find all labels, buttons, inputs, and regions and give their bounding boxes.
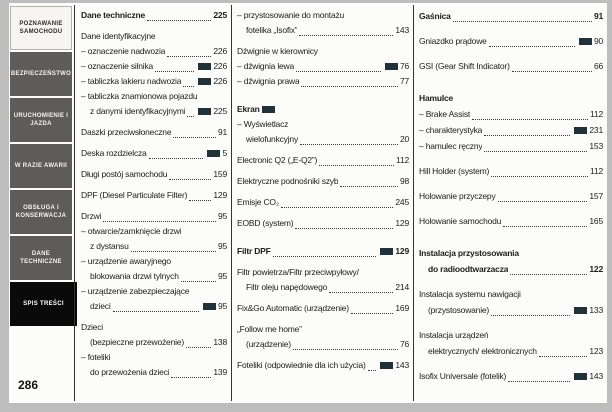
- index-column-1: [81, 8, 227, 380]
- index-entry: [81, 224, 227, 239]
- index-entry-page-number: 129: [213, 190, 227, 200]
- index-entry-text: – urządzenie awaryjnego: [81, 256, 171, 266]
- dot-leader: [301, 86, 397, 87]
- index-entry-text: – dźwignia prawa: [237, 76, 300, 86]
- index-entry: [419, 213, 603, 229]
- dot-leader: [171, 377, 211, 378]
- index-entry-text: Hamulce: [419, 93, 454, 103]
- index-entry-page-number: 225: [213, 10, 227, 20]
- index-entry-page-number: 112: [590, 166, 603, 176]
- index-entry: [237, 59, 409, 74]
- index-entry-text: Deska rozdzielcza: [81, 148, 147, 158]
- index-entry-text: Dźwignie w kierownicy: [237, 46, 318, 56]
- index-entry-page-number: 143: [589, 371, 603, 381]
- highlight-mark: [574, 373, 587, 380]
- dot-leader: [149, 158, 204, 159]
- index-entry: [81, 29, 227, 44]
- sidebar-tab-label: POZNAWANIE SAMOCHODU: [19, 21, 63, 35]
- dot-leader: [103, 221, 216, 222]
- index-entry-text: Electronic Q2 („E-Q2”): [237, 155, 318, 165]
- index-entry-text: blokowania drzwi tylnych: [90, 271, 179, 281]
- index-entry: [419, 33, 603, 49]
- index-entry-text: DPF (Diesel Particulate Filter): [81, 190, 188, 200]
- index-entry-text: Długi postój samochodu: [81, 169, 168, 179]
- index-entry-page-number: 76: [399, 61, 409, 71]
- index-entry: [237, 195, 409, 210]
- dot-leader: [368, 370, 377, 371]
- dot-leader: [508, 381, 570, 382]
- sidebar-divider: [74, 5, 75, 401]
- index-entry: [237, 44, 409, 59]
- dot-leader: [510, 274, 587, 275]
- dot-leader: [512, 71, 592, 72]
- sidebar-tab-label: DANE TECHNICZNE: [20, 251, 62, 265]
- index-entry-text: GSI (Gear Shift Indicator): [419, 61, 510, 71]
- index-entry-page-number: 157: [589, 191, 603, 201]
- dot-leader: [498, 201, 588, 202]
- dot-leader: [484, 151, 587, 152]
- dot-leader: [296, 71, 381, 72]
- index-entry-text: do przewożenia dzieci: [90, 367, 170, 377]
- index-entry-page-number: 153: [589, 141, 603, 151]
- index-entry-text: wielofunkcyjny: [246, 134, 299, 144]
- dot-leader: [319, 165, 394, 166]
- index-entry-page-number: 66: [593, 61, 603, 71]
- dot-leader: [491, 176, 588, 177]
- index-entry-page-number: 129: [395, 218, 409, 228]
- index-entry: [237, 322, 409, 337]
- index-entry-page-number: 91: [593, 11, 603, 21]
- sidebar-tab-7: [10, 282, 77, 326]
- index-entry-text: Daszki przeciwsłoneczne: [81, 127, 172, 137]
- index-entry-text: – tabliczka znamionowa pojazdu: [81, 91, 198, 101]
- highlight-mark: [574, 307, 587, 314]
- highlight-mark: [380, 248, 393, 255]
- dot-leader: [155, 71, 194, 72]
- index-entry-text: EOBD (system): [237, 218, 294, 228]
- sidebar-tab-1: [10, 6, 72, 50]
- index-entry: [419, 188, 603, 204]
- index-entry-text: – Brake Assist: [419, 109, 471, 119]
- index-entry-page-number: 226: [213, 76, 227, 86]
- index-entry-page-number: 122: [589, 264, 603, 274]
- sidebar-tabs: [10, 6, 72, 328]
- index-entry-page-number: 76: [399, 339, 409, 349]
- index-entry: [419, 90, 603, 106]
- index-entry: [419, 138, 603, 154]
- index-entry: [81, 254, 227, 269]
- index-entry: [237, 153, 409, 168]
- index-entry-text: Filtr DPF: [237, 246, 271, 256]
- index-entry-text: – oznaczenie silnika: [81, 61, 154, 71]
- index-entry: [81, 146, 227, 161]
- index-entry-text: – urządzenie zabezpieczające: [81, 286, 190, 296]
- dot-leader: [489, 46, 575, 47]
- index-entry: [237, 8, 409, 23]
- index-entry-text: Ekran: [237, 104, 260, 114]
- highlight-mark: [198, 63, 211, 70]
- index-entry: [81, 335, 227, 350]
- index-entry: [419, 8, 603, 24]
- index-entry: [81, 8, 227, 23]
- index-entry-text: Filtr powietrza/Filtr przeciwpyłowy/: [237, 267, 359, 277]
- index-entry: [81, 167, 227, 182]
- dot-leader: [186, 347, 211, 348]
- index-entry-text: Dzieci: [81, 322, 103, 332]
- sidebar-tab-label: SPIS TREŚCI: [23, 301, 64, 307]
- dot-leader: [484, 135, 570, 136]
- index-entry-page-number: 90: [593, 36, 603, 46]
- index-entry-text: z dystansu: [90, 241, 129, 251]
- index-entry: [81, 74, 227, 89]
- index-column-3: [419, 8, 603, 384]
- index-entry: [81, 59, 227, 74]
- sidebar-tab-6: [10, 236, 72, 280]
- index-entry: [419, 286, 603, 302]
- index-entry-page-number: 112: [590, 109, 603, 119]
- highlight-mark: [262, 106, 275, 113]
- index-entry-page-number: 159: [213, 169, 227, 179]
- index-entry: [237, 301, 409, 316]
- index-entry-text: Isofix Universale (fotelik): [419, 371, 507, 381]
- index-entry-page-number: 143: [395, 25, 409, 35]
- index-entry: [81, 44, 227, 59]
- dot-leader: [300, 144, 398, 145]
- index-entry: [81, 350, 227, 365]
- dot-leader: [329, 292, 393, 293]
- index-entry: [237, 244, 409, 259]
- index-entry: [419, 368, 603, 384]
- index-entry-page-number: 214: [395, 282, 409, 292]
- index-entry: [419, 245, 603, 261]
- index-entry: [81, 125, 227, 140]
- index-entry: [419, 106, 603, 122]
- index-entry-text: Emisje CO₂: [237, 197, 279, 207]
- index-entry-page-number: 231: [589, 125, 603, 135]
- sidebar-tab-5: [10, 190, 72, 234]
- index-entry: [237, 23, 409, 38]
- sidebar-tab-label: BEZPIECZEŃSTWO: [10, 71, 72, 77]
- index-entry-page-number: 77: [399, 76, 409, 86]
- index-entry: [81, 89, 227, 104]
- index-entry-page-number: 20: [399, 134, 409, 144]
- index-entry-text: Filtr oleju napędowego: [246, 282, 328, 292]
- index-entry-text: Foteliki (odpowiednie dla ich użycia): [237, 360, 366, 370]
- highlight-mark: [198, 78, 211, 85]
- dot-leader: [181, 281, 216, 282]
- index-entry: [81, 269, 227, 284]
- index-entry-text: – dźwignia lewa: [237, 61, 295, 71]
- highlight-mark: [380, 362, 393, 369]
- index-entry: [419, 122, 603, 138]
- index-entry-text: – tabliczka lakieru nadwozia: [81, 76, 182, 86]
- index-entry: [237, 337, 409, 352]
- sidebar-tab-2: [10, 52, 72, 96]
- index-entry: [81, 365, 227, 380]
- index-entry-text: – przystosowanie do montażu: [237, 10, 345, 20]
- index-entry-text: Dane techniczne: [81, 10, 146, 20]
- dot-leader: [113, 311, 199, 312]
- index-entry: [81, 299, 227, 314]
- index-entry-page-number: 225: [213, 106, 227, 116]
- highlight-mark: [385, 63, 398, 70]
- index-entry: [81, 284, 227, 299]
- index-entry-page-number: 226: [213, 61, 227, 71]
- index-entry-text: dzieci: [90, 301, 111, 311]
- index-entry-text: Instalacja urządzeń: [419, 330, 489, 340]
- index-entry: [237, 74, 409, 89]
- index-entry-page-number: 165: [589, 216, 603, 226]
- index-entry-text: (bezpieczne przewożenie): [90, 337, 184, 347]
- index-entry-page-number: 91: [217, 127, 227, 137]
- dot-leader: [189, 200, 211, 201]
- index-entry-page-number: 139: [213, 367, 227, 377]
- sidebar-tab-4: [10, 144, 72, 188]
- index-entry-text: (przystosowanie): [428, 305, 490, 315]
- dot-leader: [340, 186, 398, 187]
- column-divider-2: [413, 5, 414, 401]
- index-entry-page-number: 245: [395, 197, 409, 207]
- sidebar-tab-label: OBSŁUGA I KONSERWACJA: [15, 205, 67, 219]
- index-entry-page-number: 95: [217, 271, 227, 281]
- sidebar-tab-label: URUCHOMIENIE I JAZDA: [13, 113, 69, 127]
- index-entry-text: Hill Holder (system): [419, 166, 490, 176]
- dot-leader: [187, 116, 194, 117]
- index-entry-text: Instalacja systemu nawigacji: [419, 289, 521, 299]
- index-entry-text: – foteliki: [81, 352, 111, 362]
- index-entry-text: fotelika „Isofix”: [246, 25, 298, 35]
- dot-leader: [503, 226, 587, 227]
- sidebar-tab-3: [10, 98, 72, 142]
- index-entry-page-number: 95: [217, 211, 227, 221]
- index-entry: [81, 188, 227, 203]
- index-entry-page-number: 112: [396, 155, 409, 165]
- index-column-2: [237, 8, 409, 373]
- index-entry: [237, 280, 409, 295]
- index-entry: [237, 358, 409, 373]
- index-entry: [419, 302, 603, 318]
- index-entry: [237, 265, 409, 280]
- highlight-mark: [579, 38, 592, 45]
- index-entry-page-number: 169: [395, 303, 409, 313]
- highlight-mark: [207, 150, 220, 157]
- index-entry-text: Holowanie przyczepy: [419, 191, 496, 201]
- dot-leader: [295, 228, 393, 229]
- dot-leader: [281, 207, 393, 208]
- index-entry-text: do radioodtwarzacza: [428, 264, 509, 274]
- index-entry-text: Fix&Go Automatic (urządzenie): [237, 303, 349, 313]
- index-entry: [81, 320, 227, 335]
- index-entry: [237, 102, 409, 117]
- dot-leader: [472, 119, 588, 120]
- index-entry: [237, 216, 409, 231]
- index-entry-page-number: 123: [589, 346, 603, 356]
- index-entry: [81, 209, 227, 224]
- index-entry-text: – oznaczenie nadwozia: [81, 46, 166, 56]
- highlight-mark: [198, 108, 211, 115]
- index-entry-text: Gaśnica: [419, 11, 451, 21]
- index-entry-text: – hamulec ręczny: [419, 141, 483, 151]
- index-entry-page-number: 95: [217, 241, 227, 251]
- index-entry-text: „Follow me home”: [237, 324, 302, 334]
- dot-leader: [299, 35, 393, 36]
- index-entry: [237, 174, 409, 189]
- scanned-manual-page: [9, 3, 607, 403]
- sidebar-tab-label: W RAZIE AWARII: [14, 163, 68, 169]
- dot-leader: [491, 315, 570, 316]
- index-entry: [419, 261, 603, 277]
- highlight-mark: [203, 303, 216, 310]
- index-entry-page-number: 138: [213, 337, 227, 347]
- index-entry: [419, 58, 603, 74]
- index-entry-page-number: 129: [395, 246, 409, 256]
- dot-leader: [169, 179, 211, 180]
- index-entry-text: (urządzenie): [246, 339, 291, 349]
- dot-leader: [147, 20, 211, 21]
- index-entry-text: z danymi identyfikacyjnymi: [90, 106, 186, 116]
- index-entry-text: Elektryczne podnośniki szyb: [237, 176, 339, 186]
- dot-leader: [539, 356, 588, 357]
- index-entry-page-number: 143: [395, 360, 409, 370]
- index-entry: [419, 163, 603, 179]
- index-entry-page-number: 133: [589, 305, 603, 315]
- index-entry: [419, 343, 603, 359]
- index-entry-text: Dane identyfikacyjne: [81, 31, 156, 41]
- page-number: 286: [18, 378, 39, 392]
- dot-leader: [183, 86, 194, 87]
- dot-leader: [453, 21, 592, 22]
- column-divider-1: [231, 5, 232, 401]
- dot-leader: [173, 137, 216, 138]
- highlight-mark: [574, 127, 587, 134]
- index-entry: [237, 132, 409, 147]
- index-entry-page-number: 226: [213, 46, 227, 56]
- dot-leader: [131, 251, 216, 252]
- index-entry-text: Drzwi: [81, 211, 102, 221]
- index-entry-text: – charakterystyka: [419, 125, 483, 135]
- dot-leader: [293, 349, 398, 350]
- dot-leader: [167, 56, 211, 57]
- dot-leader: [273, 256, 377, 257]
- index-entry-text: Instalacja przystosowania: [419, 248, 519, 258]
- index-entry-page-number: 95: [217, 301, 227, 311]
- index-entry: [81, 239, 227, 254]
- index-entry-page-number: 5: [222, 148, 227, 158]
- index-entry-text: Holowanie samochodu: [419, 216, 502, 226]
- index-entry: [237, 117, 409, 132]
- dot-leader: [351, 313, 394, 314]
- index-entry-text: – Wyświetlacz: [237, 119, 289, 129]
- index-entry-text: elektrycznych/ elektronicznych: [428, 346, 537, 356]
- index-entry-page-number: 98: [399, 176, 409, 186]
- index-entry-text: Gniazdko prądowe: [419, 36, 487, 46]
- index-entry-text: – otwarcie/zamknięcie drzwi: [81, 226, 182, 236]
- index-entry: [81, 104, 227, 119]
- index-entry: [419, 327, 603, 343]
